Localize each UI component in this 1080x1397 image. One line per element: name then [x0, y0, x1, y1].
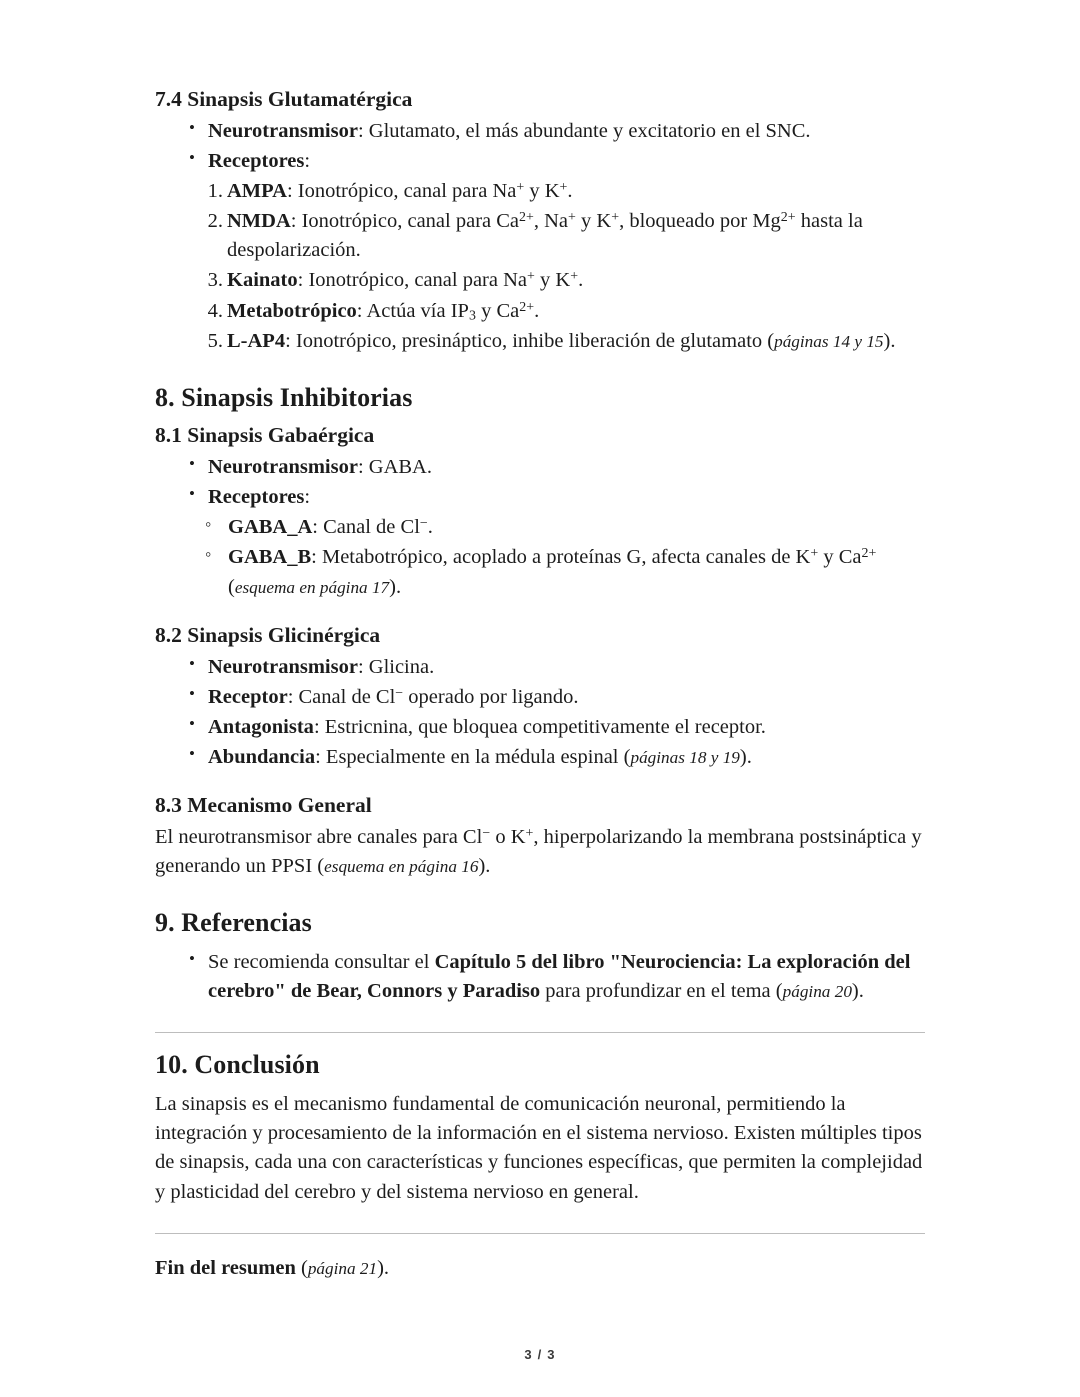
text-nmda-mid2: y K	[575, 210, 612, 233]
text-nmda-post: hasta la despolarización.	[227, 210, 863, 262]
sup-na-charge: +	[516, 179, 525, 195]
heading-8-3-mecanismo-general: 8.3 Mecanismo General	[155, 792, 372, 817]
sup-k-charge: +	[611, 210, 620, 226]
heading-9-referencias: 9. Referencias	[155, 908, 312, 938]
label-gaba-b: GABA_B	[228, 546, 312, 569]
text-ampa-mid: y K	[524, 180, 560, 203]
list-item-nmda	[205, 207, 925, 265]
list-item-neurotransmisor-glutamato	[189, 117, 925, 146]
glutamatergica-bullet-list	[155, 117, 925, 176]
list-item-abundancia	[189, 743, 925, 772]
text-lap4-post: ).	[883, 329, 896, 352]
page-reference: páginas 18 y 19	[630, 747, 740, 767]
heading-10-conclusion: 10. Conclusión	[155, 1050, 320, 1080]
text-ampa-post: .	[567, 180, 573, 203]
referencias-bullet-list	[155, 948, 925, 1006]
heading-8-2-sinapsis-glicinergica: 8.2 Sinapsis Glicinérgica	[155, 622, 381, 647]
text-metabo-post: .	[534, 299, 540, 322]
sup-k-charge: +	[559, 179, 568, 195]
label-neurotransmisor: Neurotransmisor	[208, 119, 358, 142]
text-neurotransmisor-glutamato: : Glutamato, el más abundante y excitatorio en el SNC.	[357, 119, 811, 142]
label-nmda: NMDA	[227, 210, 291, 233]
list-item-l-ap4	[205, 327, 925, 356]
text-receptor-post: operado por ligando.	[403, 685, 579, 708]
list-item-receptores-gaba	[189, 483, 925, 512]
label-antagonista: Antagonista	[208, 715, 314, 738]
sub-ip3-index: 3	[468, 308, 476, 324]
text-gaba-b-open: (	[228, 575, 235, 598]
text-referencia-titulo: Capítulo 5 del libro "Neurociencia: La exploración del cerebro" de Bear, Connors y Paradiso	[208, 950, 911, 1003]
sup-na-charge: +	[568, 210, 576, 226]
text-receptores: :	[304, 149, 311, 172]
label-fin-del-resumen: Fin del resumen	[155, 1256, 296, 1279]
label-l-ap4: L-AP4	[227, 329, 286, 352]
text-receptor-pre: : Canal de Cl	[287, 685, 396, 708]
text-receptores-gaba: :	[304, 486, 311, 509]
text-kainato-post: .	[578, 269, 584, 292]
list-item-receptores	[189, 147, 925, 176]
text-mecanismo-mid2: , hiperpolarizando la membrana postsináptica y generando un PPSI (	[155, 825, 922, 878]
divider-above-conclusion	[155, 1032, 925, 1033]
sup-k-charge: +	[810, 546, 819, 562]
label-ampa: AMPA	[227, 180, 287, 203]
text-gaba-a-pre: : Canal de Cl	[312, 516, 420, 539]
gabaergica-bullet-list	[155, 453, 925, 512]
text-end-post: ).	[377, 1256, 390, 1279]
page-reference: esquema en página 16	[324, 857, 479, 877]
list-item-gaba-a	[205, 513, 925, 542]
text-gaba-b-pre: : Metabotrópico, acoplado a proteínas G, afecta canales de K	[311, 546, 811, 569]
sup-ca-charge: 2+	[861, 546, 877, 562]
text-kainato-pre: : Ionotrópico, canal para Na	[297, 269, 528, 292]
text-mecanismo-mid1: o K	[490, 825, 526, 848]
sup-ca-charge: 2+	[519, 210, 534, 226]
text-referencia-post: ).	[851, 980, 864, 1003]
label-abundancia: Abundancia	[208, 745, 316, 768]
page-reference: página 21	[307, 1258, 378, 1278]
page-reference: páginas 14 y 15	[774, 331, 884, 351]
list-item-neurotransmisor-glicina	[189, 653, 925, 682]
sup-mg-charge: 2+	[780, 210, 796, 226]
text-ampa-pre: : Ionotrópico, canal para Na	[286, 180, 517, 203]
sup-cl-charge: −	[395, 685, 404, 701]
end-of-summary-line	[155, 1254, 925, 1283]
text-nmda-pre: : Ionotrópico, canal para Ca	[290, 210, 520, 233]
text-nmda-mid3: , bloqueado por Mg	[619, 210, 781, 233]
sup-cl-charge: −	[419, 516, 428, 532]
list-item-neurotransmisor-gaba	[189, 453, 925, 482]
heading-8-sinapsis-inhibitorias: 8. Sinapsis Inhibitorias	[155, 382, 413, 412]
text-end-open: (	[295, 1256, 308, 1279]
sup-k-charge: +	[570, 269, 579, 285]
text-metabo-pre: : Actúa vía IP	[356, 299, 469, 322]
glutamatergica-receptor-numbered-list	[155, 177, 925, 356]
text-gaba-b-post: ).	[389, 575, 402, 598]
list-item-kainato	[205, 266, 925, 295]
page-number-footer: 3 / 3	[524, 1347, 556, 1362]
text-abundancia-pre: : Especialmente en la médula espinal (	[315, 745, 631, 768]
text-lap4-pre: : Ionotrópico, presináptico, inhibe liberación de glutamato (	[285, 329, 775, 352]
list-item-gaba-b	[205, 543, 925, 601]
list-item-receptor-glicina	[189, 683, 925, 712]
text-gaba-a-post: .	[427, 516, 433, 539]
gaba-receptor-sublist	[155, 513, 925, 601]
divider-above-end	[155, 1233, 925, 1234]
list-item-antagonista	[189, 713, 925, 742]
text-referencia-mid: para profundizar en el tema (	[540, 980, 783, 1003]
sup-k-charge: +	[525, 825, 534, 841]
sup-ca-charge: 2+	[519, 299, 535, 315]
text-gaba-b-mid: y Ca	[818, 546, 862, 569]
label-kainato: Kainato	[227, 269, 298, 292]
text-mecanismo-pre: El neurotransmisor abre canales para Cl	[155, 825, 483, 848]
text-neurotransmisor-gaba: : GABA.	[357, 456, 432, 479]
page-reference: esquema en página 17	[234, 577, 390, 597]
label-receptor: Receptor	[208, 685, 288, 708]
list-item-ampa	[205, 177, 925, 206]
text-mecanismo-post: ).	[478, 855, 491, 878]
text-metabo-mid: y Ca	[475, 299, 520, 322]
label-neurotransmisor: Neurotransmisor	[208, 456, 358, 479]
list-item-referencia-libro	[189, 948, 925, 1006]
text-referencia-pre: Se recomienda consultar el	[208, 950, 435, 973]
text-abundancia-post: ).	[739, 745, 752, 768]
label-gaba-a: GABA_A	[228, 516, 313, 539]
heading-7-4-sinapsis-glutamatergica: 7.4 Sinapsis Glutamatérgica	[155, 87, 413, 111]
label-metabotropico: Metabotrópico	[227, 299, 357, 322]
label-receptores: Receptores	[208, 149, 305, 172]
sup-na-charge: +	[527, 269, 535, 285]
document-content	[155, 86, 925, 1283]
text-antagonista: : Estricnina, que bloquea competitivamente el receptor.	[313, 715, 766, 738]
sup-cl-charge: −	[482, 825, 491, 841]
label-neurotransmisor: Neurotransmisor	[208, 655, 358, 678]
heading-8-1-sinapsis-gabaergica: 8.1 Sinapsis Gabaérgica	[155, 423, 375, 448]
paragraph-conclusion: La sinapsis es el mecanismo fundamental de comunicación neuronal, permitiendo la integración y procesamiento de la información en el sistema nervioso. Existen múltiples tipos de sinapsis, cada una con características y funciones específicas, que permiten la complejidad y plasticidad del cerebro y del sistema nervioso en general.	[155, 1092, 923, 1203]
page-reference: página 20	[782, 982, 852, 1002]
glicinergica-bullet-list	[155, 653, 925, 772]
text-nmda-mid1: , Na	[533, 210, 569, 233]
text-kainato-mid: y K	[534, 269, 571, 292]
text-neurotransmisor-glicina: : Glicina.	[357, 655, 435, 678]
list-item-metabotropico	[205, 297, 925, 326]
label-receptores: Receptores	[208, 486, 305, 509]
paragraph-mecanismo-general	[155, 823, 925, 882]
